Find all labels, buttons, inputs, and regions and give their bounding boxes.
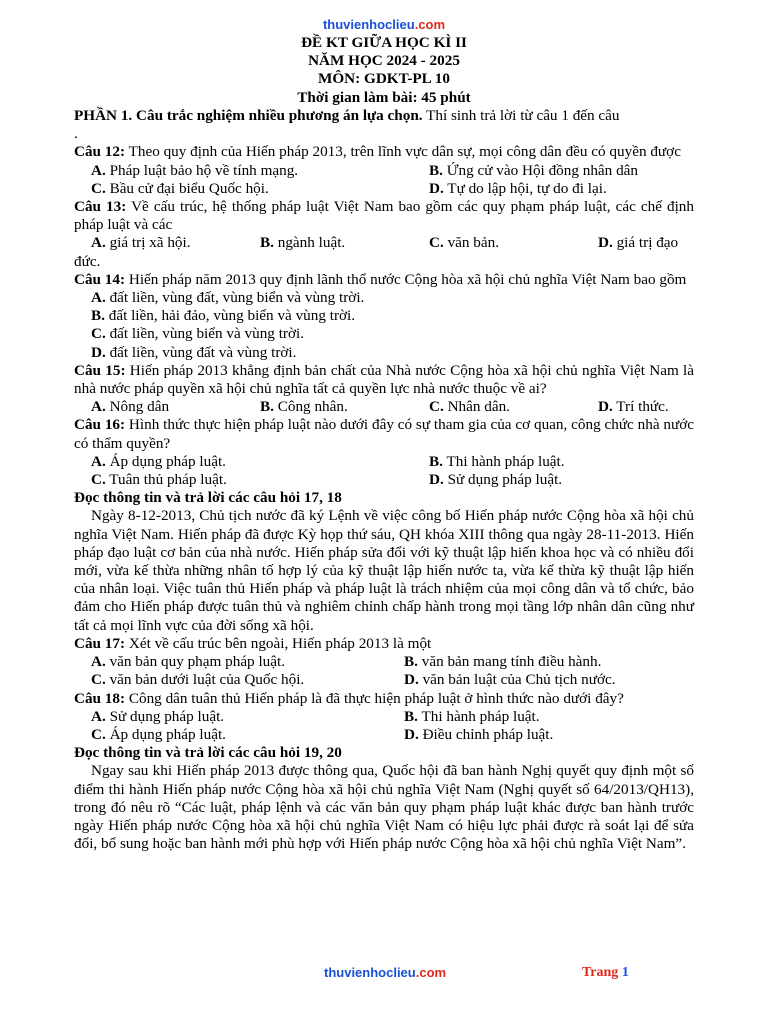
q18-options-row-1 <box>74 708 694 726</box>
document-header <box>0 16 768 107</box>
q16-option-a: A. Áp dụng pháp luật. <box>91 452 226 470</box>
q17-option-a: A. văn bản quy phạm pháp luật. <box>91 653 286 671</box>
school-year: NĂM HỌC 2024 - 2025 <box>308 52 460 70</box>
exam-title: ĐỀ KT GIỮA HỌC KÌ II <box>301 34 467 51</box>
question-16: Câu 16: Hình thức thực hiện pháp luật nào dưới đây có sự tham gia của cơ quan, công chức nhà nước có thẩm quyền? <box>74 416 694 452</box>
site-watermark-top: thuvienhoclieu.com <box>322 17 446 32</box>
q14-option-b: B. đất liền, hải đảo, vùng biển và vùng trời. <box>91 307 356 325</box>
question-12: Câu 12: Theo quy định của Hiến pháp 2013, trên lĩnh vực dân sự, mọi công dân đều có quyền được <box>74 143 681 161</box>
q16-option-d: D. Sử dụng pháp luật. <box>429 471 563 489</box>
q15-option-a: A. Nông dân <box>91 398 170 416</box>
q14-option-c: C. đất liền, vùng biển và vùng trời. <box>91 325 305 343</box>
q12-option-d: D. Tự do lập hội, tự do đi lại. <box>429 179 607 197</box>
question-15: Câu 15: Hiến pháp 2013 khẳng định bản chất của Nhà nước Cộng hòa xã hội chủ nghĩa Việt Nam là nhà nước pháp quyền xã hội chủ nghĩa tất cả quyền lực nhà nước thuộc về ai? <box>74 361 694 398</box>
q14-option-d: D. đất liền, vùng đất và vùng trời. <box>91 343 297 361</box>
q18-option-d: D. Điều chỉnh pháp luật. <box>404 725 554 743</box>
document-footer <box>0 964 768 984</box>
q18-option-b: B. Thi hành pháp luật. <box>404 707 540 725</box>
question-13: Câu 13: Về cấu trúc, hệ thống pháp luật Việt Nam bao gồm các quy phạm pháp luật, các chế định pháp luật và các <box>74 198 694 234</box>
q16-option-c: C. Tuân thủ pháp luật. <box>91 471 227 489</box>
q13-option-b: B. ngành luật. <box>260 234 346 252</box>
q12-options-row-1 <box>74 162 694 180</box>
q15-option-c: C. Nhân dân. <box>429 398 510 416</box>
reading-1-passage: Ngày 8-12-2013, Chủ tịch nước đã ký Lệnh về việc công bố Hiến pháp nước Cộng hòa xã hội chủ nghĩa Việt Nam. Hiến pháp đã được Kỳ họp thứ sáu, QH khóa XIII thông qua ngày 28-11-2013. Hiến pháp đạo luật cơ bản của nhà nước. Hiến pháp sửa đổi với kỹ thuật lập hiến khoa học và có nhiều đổi mới, vừa kế thừa những nhân tố hợp lý của kỹ thuật lập hiến nước ta, vừa kế thừa kỹ thuật lập hiến của nhân loại. Việc tuân thủ Hiến pháp và pháp luật là trách nhiệm của mọi công dân và tổ chức, bảo đảm cho Hiến pháp được tuân thủ và nghiêm chỉnh chấp hành trong mọi tầng lớp nhân dân cũng như tất cả mọi lĩnh vực của đời sống xã hội. <box>74 507 694 634</box>
q13-options-row <box>74 234 694 252</box>
q15-options-row <box>74 398 694 416</box>
page-number: Trang 1 <box>582 965 629 980</box>
q17-option-d: D. văn bản luật của Chủ tịch nước. <box>404 671 616 689</box>
duration: Thời gian làm bài: 45 phút <box>297 88 471 106</box>
part-1-dot: . <box>74 125 78 143</box>
q16-options-row-1 <box>74 453 694 471</box>
document-body <box>74 107 694 853</box>
q17-option-c: C. văn bản dưới luật của Quốc hội. <box>91 671 305 689</box>
q17-option-b: B. văn bản mang tính điều hành. <box>404 653 602 671</box>
site-watermark-bottom: thuvienhoclieu.com <box>324 965 447 980</box>
q15-option-b: B. Công nhân. <box>260 398 348 416</box>
q12-option-c: C. Bầu cử đại biểu Quốc hội. <box>91 179 269 197</box>
question-17: Câu 17: Xét về cấu trúc bên ngoài, Hiến pháp 2013 là một <box>74 634 432 652</box>
q18-options-row-2 <box>74 726 694 744</box>
q17-options-row-2 <box>74 671 694 689</box>
q15-option-d: D. Trí thức. <box>598 398 669 416</box>
subject: MÔN: GDKT-PL 10 <box>318 70 450 88</box>
q18-option-a: A. Sử dụng pháp luật. <box>91 707 225 725</box>
q13-option-d: D. giá trị đạo <box>598 234 679 252</box>
q17-options-row-1 <box>74 653 694 671</box>
q12-options-row-2 <box>74 180 694 198</box>
q13-option-d-continued: đức. <box>74 252 101 270</box>
reading-2-passage: Ngay sau khi Hiến pháp 2013 được thông qua, Quốc hội đã ban hành Nghị quyết quy định một số điểm thi hành Hiến pháp nước Cộng hòa xã hội chủ nghĩa Việt Nam (Nghị quyết số 64/2013/QH13), trong đó nêu rõ “Các luật, pháp lệnh và các văn bản quy phạm pháp luật khác được ban hành trước ngày Hiến pháp nước Cộng hòa xã hội chủ nghĩa Việt Nam có hiệu lực phải được rà soát lại để sửa đổi, bổ sung hoặc ban hành mới phù hợp với Hiến pháp nước Cộng hòa xã hội chủ nghĩa Việt Nam”. <box>74 762 694 853</box>
q16-options-row-2 <box>74 471 694 489</box>
q16-option-b: B. Thi hành pháp luật. <box>429 452 565 470</box>
q12-option-b: B. Ứng cử vào Hội đồng nhân dân <box>429 161 638 179</box>
q13-option-c: C. văn bản. <box>429 234 500 252</box>
q12-option-a: A. Pháp luật bảo hộ về tính mạng. <box>91 161 299 179</box>
question-18: Câu 18: Công dân tuân thủ Hiến pháp là đã thực hiện pháp luật ở hình thức nào dưới đây? <box>74 689 624 707</box>
q18-option-c: C. Áp dụng pháp luật. <box>91 725 226 743</box>
reading-2-heading: Đọc thông tin và trả lời các câu hỏi 19, 20 <box>74 744 342 762</box>
q14-option-a: A. đất liền, vùng đất, vùng biển và vùng trời. <box>91 289 365 307</box>
reading-1-heading: Đọc thông tin và trả lời các câu hỏi 17, 18 <box>74 489 342 507</box>
part-1-heading: PHẦN 1. Câu trắc nghiệm nhiều phương án lựa chọn. Thí sinh trả lời từ câu 1 đến câu <box>74 107 620 124</box>
q13-option-a: A. giá trị xã hội. <box>91 234 191 252</box>
question-14: Câu 14: Hiến pháp năm 2013 quy định lãnh thổ nước Cộng hòa xã hội chủ nghĩa Việt Nam bao gồm <box>74 270 687 288</box>
